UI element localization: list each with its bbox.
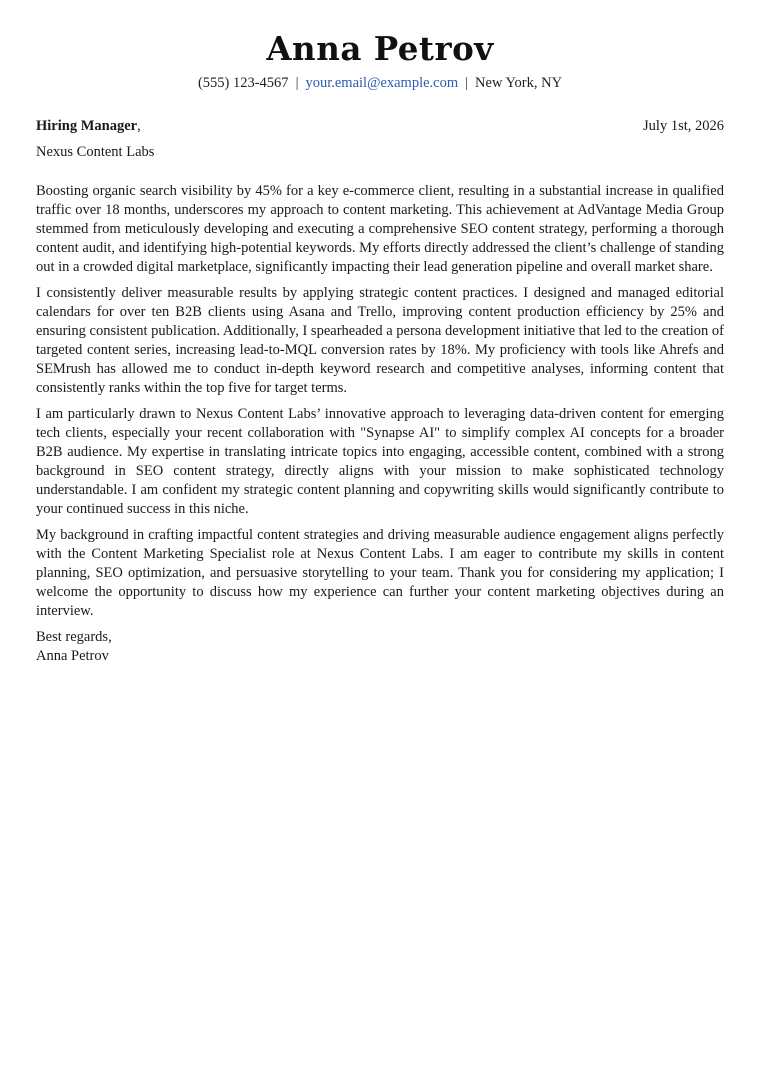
letter-body [36, 182, 724, 621]
phone-number: (555) 123-4567 [197, 75, 289, 91]
recipient-salutation [36, 117, 141, 135]
letter-date: July 1st, 2026 [643, 118, 724, 134]
recipient-company: Nexus Content Labs [36, 144, 155, 160]
location: New York, NY [475, 75, 563, 91]
body-paragraph: I consistently deliver measurable results by applying strategic content practices. I designed and managed editorial calendars for over ten B2B clients using Asana and Trello, improving content production efficiency by 25% and ensuring consistent publication. Additionally, I spearheaded a persona development initiative that led to the creation of targeted content series, increasing lead-to-MQL conversion rates by 18%. My proficiency with tools like Ahrefs and SEMrush has allowed me to conduct in-depth keyword research and competitive analyses, informing content that consistently ranks within the top five for target terms. [36, 285, 725, 396]
letter-closing [36, 628, 724, 666]
recipient-title: Hiring Manager [36, 118, 138, 134]
body-paragraph: My background in crafting impactful content strategies and driving measurable audience engagement aligns perfectly with the Content Marketing Specialist role at Nexus Content Labs. I am eager to contribute my skills in content planning, SEO optimization, and persuasive storytelling to your team. Thank you for considering my application; I welcome the opportunity to discuss how my experience can further your content marketing objectives during an interview. [36, 527, 724, 619]
closing-salutation: Best regards, [36, 629, 112, 645]
contact-separator: | [465, 75, 469, 91]
applicant-name: Anna Petrov [266, 29, 494, 68]
email-link[interactable]: your.email@example.com [305, 75, 459, 91]
contact-line [36, 74, 724, 92]
recipient-date-row [36, 117, 724, 135]
recipient-title-suffix: , [137, 118, 141, 134]
signature-name: Anna Petrov [36, 648, 109, 664]
body-paragraph: I am particularly drawn to Nexus Content Labs’ innovative approach to leveraging data-driven content for emerging tech clients, especially your recent collaboration with "Synapse AI" to simplify complex AI concepts for a broader B2B audience. My expertise in translating intricate topics into engaging, accessible content, combined with a strong background in SEO content strategy, directly aligns with your mission to make sophisticated technology understandable. I am confident my strategic content planning and copywriting skills would significantly contribute to your continued success in this niche. [36, 406, 724, 517]
body-paragraph: Boosting organic search visibility by 45% for a key e-commerce client, resulting in a substantial increase in qualified traffic over 18 months, underscores my approach to content marketing. This achievement at AdVantage Media Group stemmed from meticulously developing and executing a comprehensive SEO content strategy, performing a thorough content audit, and identifying high-potential keywords. My efforts directly addressed the client’s challenge of standing out in a crowded digital marketplace, significantly impacting their lead generation pipeline and overall market share. [36, 183, 724, 275]
contact-separator: | [295, 75, 299, 91]
